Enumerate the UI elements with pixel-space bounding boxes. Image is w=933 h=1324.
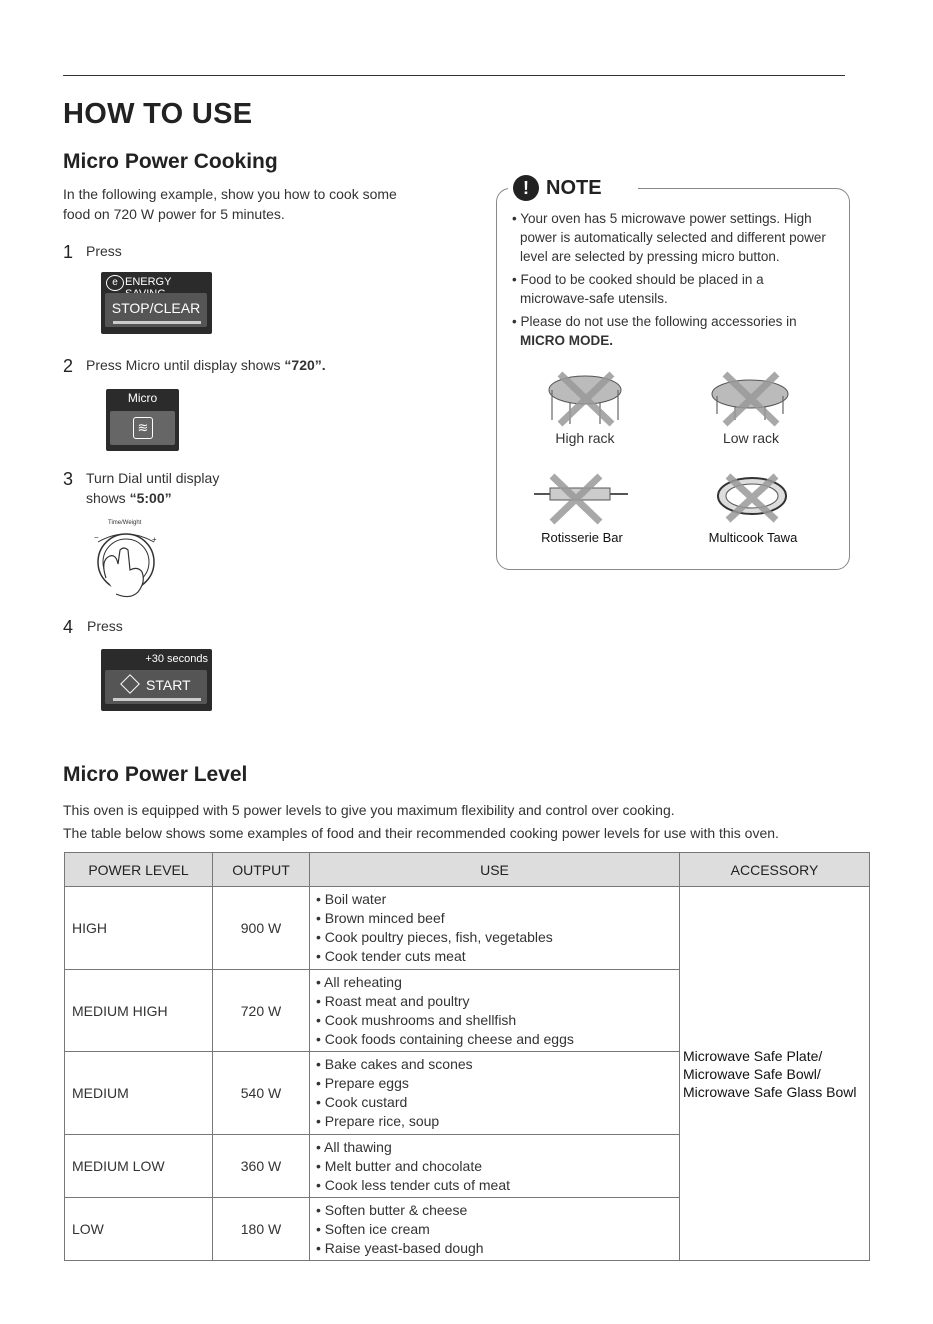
section-heading-micro-power-cooking: Micro Power Cooking: [63, 150, 278, 173]
plus-30-seconds-label: +30 seconds: [145, 653, 208, 665]
use-cell: • Soften butter & cheese • Soften ice cream • Raise yeast-based dough: [310, 1198, 680, 1261]
accessory-caption-rotisserie-bar: Rotisserie Bar: [541, 530, 623, 545]
energy-saving-icon: e: [106, 275, 124, 291]
power-level-cell: MEDIUM HIGH: [65, 970, 213, 1052]
note-item-3: • Please do not use the following accessories in MICRO MODE.: [512, 314, 797, 348]
accessory-caption-high-rack: High rack: [555, 430, 615, 446]
note-item-2: • Food to be cooked should be placed in a microwave-safe utensils.: [512, 272, 764, 306]
accessory-cell: Microwave Safe Plate/ Microwave Safe Bowl/ Microwave Safe Glass Bowl: [680, 887, 870, 1261]
start-button[interactable]: [101, 649, 212, 711]
accessory-caption-multicook-tawa: Multicook Tawa: [708, 530, 798, 545]
step-1-number: 1: [63, 242, 74, 262]
use-cell: • All thawing • Melt butter and chocolate • Cook less tender cuts of meat: [310, 1135, 680, 1198]
stop-clear-label: STOP/CLEAR: [111, 300, 201, 316]
note-alert-icon: !: [513, 175, 539, 201]
column-header: ACCESSORY: [680, 853, 870, 887]
column-header: POWER LEVEL: [65, 853, 213, 887]
stop-clear-button[interactable]: [101, 272, 212, 334]
output-cell: 720 W: [213, 970, 310, 1052]
step-4-text: Press: [87, 618, 123, 634]
column-header: USE: [310, 853, 680, 887]
power-level-cell: LOW: [65, 1198, 213, 1261]
rotisserie-bar-icon: [530, 470, 630, 526]
svg-text:+: +: [152, 535, 157, 544]
start-label: START: [146, 677, 191, 693]
table-header-row: [65, 853, 870, 887]
step-3-number: 3: [63, 469, 74, 489]
dial-label: Time/Weight: [108, 520, 142, 526]
dial-hand-icon: [86, 520, 166, 600]
power-level-cell: MEDIUM LOW: [65, 1135, 213, 1198]
step-4-number: 4: [63, 617, 74, 637]
power-level-cell: MEDIUM: [65, 1052, 213, 1135]
table-row: [65, 887, 870, 970]
note-title: NOTE: [546, 177, 602, 199]
high-rack-icon: [540, 368, 630, 428]
column-header: OUTPUT: [213, 853, 310, 887]
accessory-caption-low-rack: Low rack: [722, 430, 780, 446]
power-level-table: [64, 852, 870, 1261]
step-2-number: 2: [63, 356, 74, 376]
output-cell: 180 W: [213, 1198, 310, 1261]
power-level-cell: HIGH: [65, 887, 213, 970]
step-2-text: Press Micro until display shows “720”.: [86, 357, 326, 373]
energy-saving-label: ENERGY: [125, 276, 172, 288]
svg-text:−: −: [94, 533, 99, 542]
micro-button[interactable]: [106, 389, 179, 451]
output-cell: 540 W: [213, 1052, 310, 1135]
note-item-1: • Your oven has 5 microwave power settings. High power is automatically selected and different power level are selected by pressing micro button.: [512, 211, 826, 264]
dial-illustration[interactable]: [86, 520, 166, 600]
multicook-tawa-icon: [712, 470, 792, 526]
use-cell: • Boil water • Brown minced beef • Cook poultry pieces, fish, vegetables • Cook tender cuts meat: [310, 887, 680, 970]
intro-text: In the following example, show you how to cook some food on 720 W power for 5 minutes.: [63, 186, 397, 222]
page-title: HOW TO USE: [63, 98, 253, 130]
use-cell: • Bake cakes and scones • Prepare eggs • Cook custard • Prepare rice, soup: [310, 1052, 680, 1135]
top-rule: [63, 75, 845, 76]
use-cell: • All reheating • Roast meat and poultry • Cook mushrooms and shellfish • Cook foods containing cheese and eggs: [310, 970, 680, 1052]
section-heading-micro-power-level: Micro Power Level: [63, 763, 248, 786]
microwave-waves-icon: ≋: [133, 417, 153, 439]
output-cell: 900 W: [213, 887, 310, 970]
low-rack-icon: [705, 368, 795, 428]
power-level-intro: This oven is equipped with 5 power levels to give you maximum flexibility and control over cooking. The table below shows some examples of food and their recommended cooking power levels for use with this oven.: [63, 802, 779, 841]
micro-label: Micro: [127, 391, 158, 405]
output-cell: 360 W: [213, 1135, 310, 1198]
step-3-text: Turn Dial until display shows “5:00”: [86, 470, 220, 506]
step-1-text: Press: [86, 243, 122, 259]
